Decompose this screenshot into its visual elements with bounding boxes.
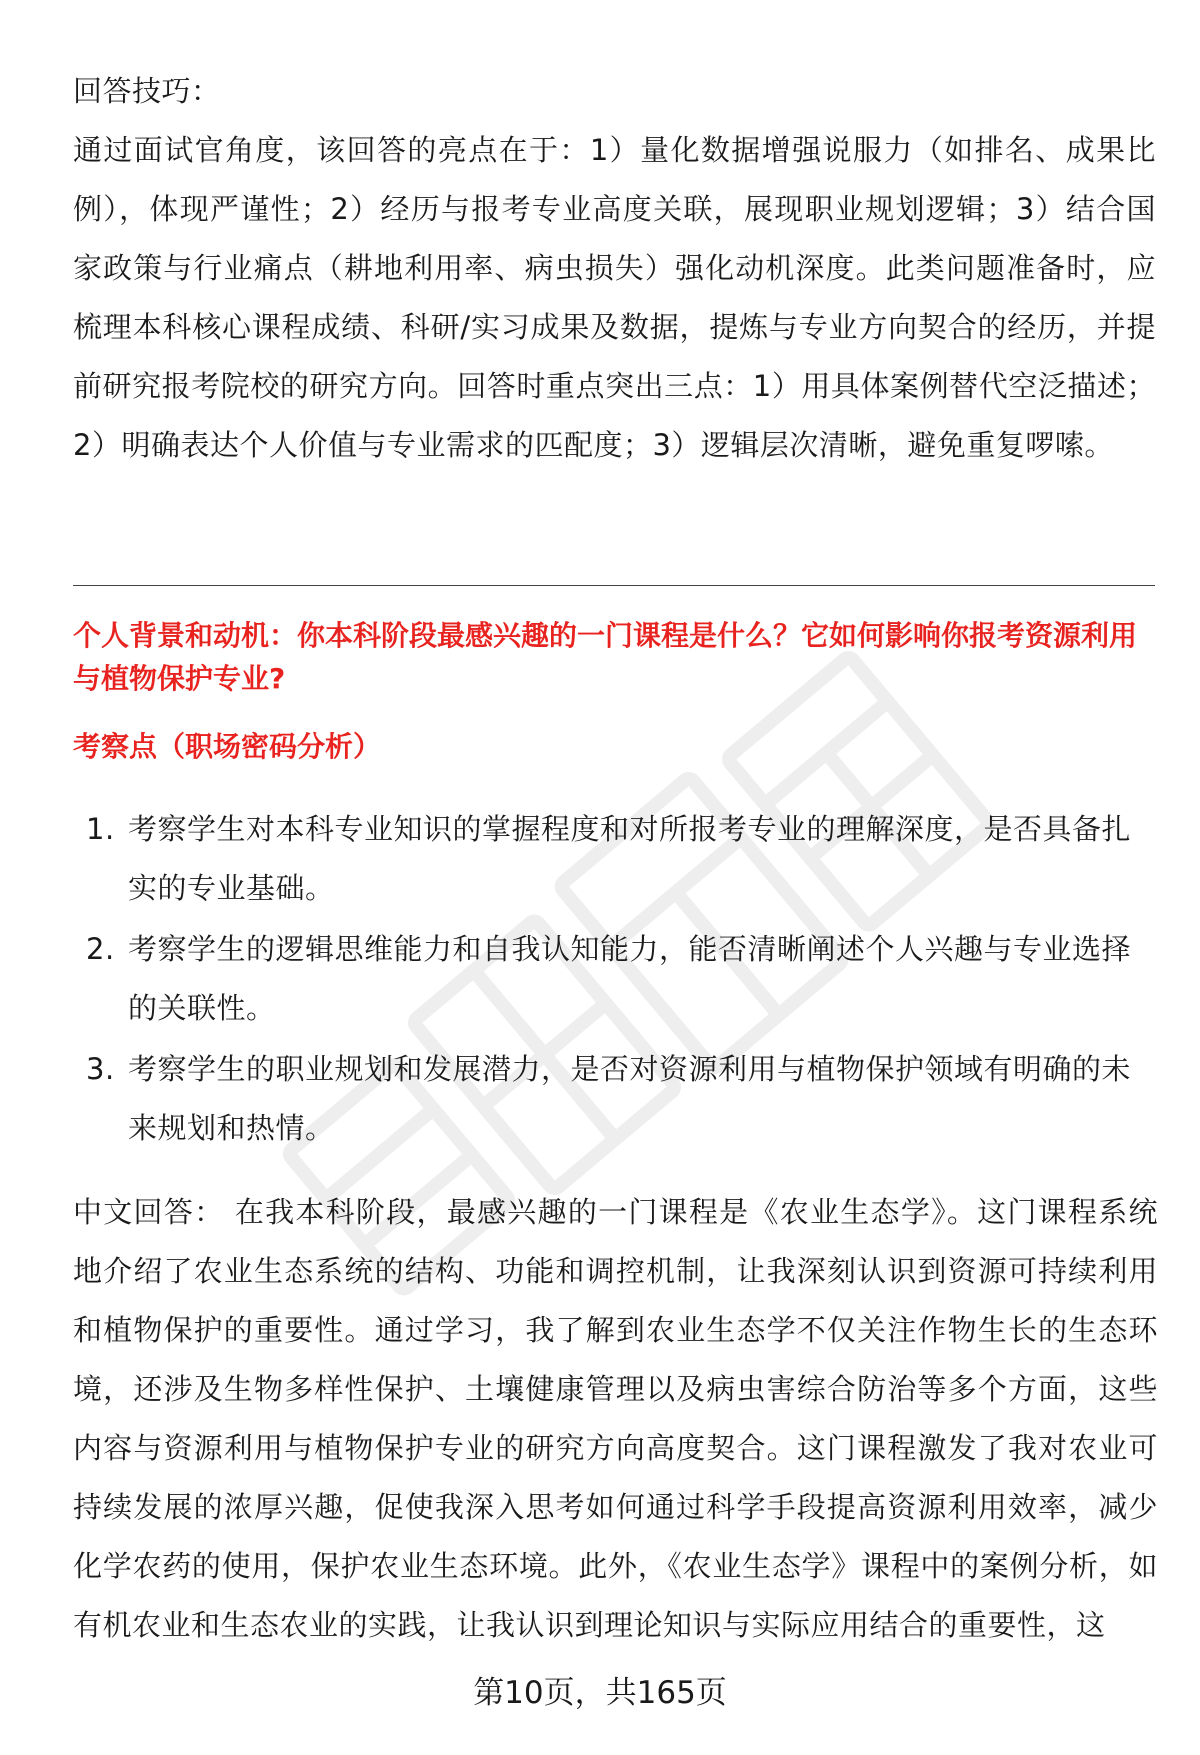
list-item [73, 1040, 1158, 1158]
list-item-text: 考察学生的职业规划和发展潜力，是否对资源利用与植物保护领域有明确的未来规划和热情。 [128, 1052, 1132, 1145]
list-item-number: 2. [86, 932, 115, 966]
question-heading: 个人背景和动机：你本科阶段最感兴趣的一门课程是什么？它如何影响你报考资源利用与植物保护专业? [73, 619, 1138, 695]
answer-paragraph: 中文回答： 在我本科阶段，最感兴趣的一门课程是《农业生态学》。这门课程系统地介绍了农业生态系统的结构、功能和调控机制，让我深刻认识到资源可持续利用和植物保护的重要性。通过学习，我了解到农业生态学不仅关注作物生长的生态环境，还涉及生物多样性保护、土壤健康管理以及病虫害综合防治等多个方面，这些内容与资源利用与植物保护专业的研究方向高度契合。这门课程激发了我对农业可持续发展的浓厚兴趣，促使我深入思考如何通过科学手段提高资源利用效率，减少化学农药的使用，保护农业生态环境。此外，《农业生态学》课程中的案例分析，如有机农业和生态农业的实践，让我认识到理论知识与实际应用结合的重要性，这 [73, 1195, 1158, 1642]
list-item-number: 3. [86, 1052, 115, 1086]
list-item-text: 考察学生对本科专业知识的掌握程度和对所报考专业的理解深度，是否具备扎实的专业基础。 [128, 812, 1132, 905]
assessment-points-list [73, 800, 1158, 1160]
list-item [73, 800, 1158, 918]
tips-paragraph: 通过面试官角度，该回答的亮点在于：1）量化数据增强说服力（如排名、成果比例），体现严谨性；2）经历与报考专业高度关联，展现职业规划逻辑；3）结合国家政策与行业痛点（耕地利用率、病虫损失）强化动机深度。此类问题准备时，应梳理本科核心课程成绩、科研/实习成果及数据，提炼与专业方向契合的经历，并提前研究报考院校的研究方向。回答时重点突出三点：1）用具体案例替代空泛描述；2）明确表达个人价值与专业需求的匹配度；3）逻辑层次清晰，避免重复啰嗦。 [73, 133, 1156, 462]
list-item-number: 1. [86, 812, 115, 846]
assessment-points-heading: 考察点（职场密码分析） [73, 730, 382, 763]
list-item [73, 920, 1158, 1038]
tips-label: 回答技巧： [73, 74, 221, 108]
page-number-footer: 第10页，共165页 [473, 1675, 727, 1711]
list-item-text: 考察学生的逻辑思维能力和自我认知能力，能否清晰阐述个人兴趣与专业选择的关联性。 [128, 932, 1132, 1025]
section-divider [73, 585, 1155, 586]
